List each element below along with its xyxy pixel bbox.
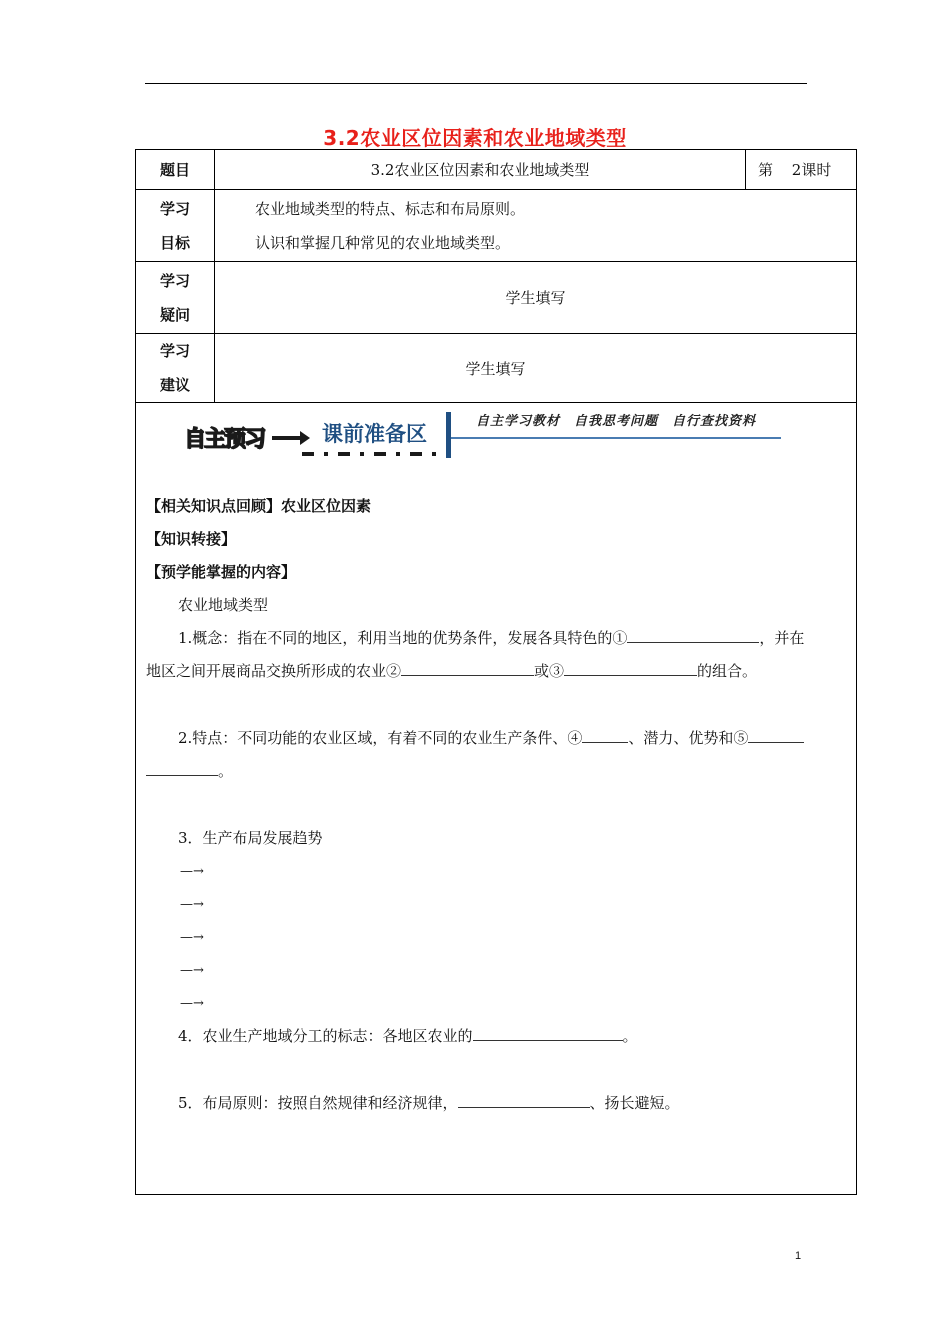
item-5-line (146, 1087, 848, 1120)
lesson-word: 第 (758, 161, 774, 179)
item-1-text: 1.概念：指在不同的地区，利用当地的优势条件，发展各具特色的① (178, 629, 628, 647)
topic-line: 农业地域类型 (178, 596, 269, 614)
item-4-text: 4．农业生产地域分工的标志：各地区农业的 (178, 1027, 473, 1045)
preview-content (146, 490, 848, 1120)
banner-dashes (302, 452, 444, 456)
lesson-value: 2课时 (791, 161, 832, 179)
review-heading: 【相关知识点回顾】农业区位因素 (146, 497, 372, 515)
banner-preview-text: 自主预习 (184, 427, 265, 452)
topic-label: 题目 (136, 150, 215, 190)
item-1-text: 地区之间开展商品交换所形成的农业② (146, 662, 402, 680)
preview-section (135, 402, 857, 1195)
item-1-text: 或③ (534, 662, 565, 680)
blank-5[interactable] (748, 726, 804, 743)
advice-label (136, 334, 215, 403)
advice-value[interactable]: 学生填写 (215, 334, 857, 403)
banner-mottos: 自主学习教材 自我思考问题 自行查找资料 (476, 414, 757, 429)
blank-5-continued[interactable] (146, 759, 218, 776)
objective-item: 农业地域类型的特点、标志和布局原则。 (255, 199, 526, 218)
advice-label-line: 建议 (159, 376, 190, 394)
preview-banner (184, 408, 784, 458)
spacer (146, 788, 848, 822)
objective-item: 认识和掌握几种常见的农业地域类型。 (255, 233, 511, 252)
item-4-line (146, 1020, 848, 1053)
advice-row (136, 334, 857, 403)
trend-arrow-5: —→ (180, 996, 204, 1011)
questions-label-line: 疑问 (159, 305, 190, 324)
blank-1[interactable] (627, 626, 759, 643)
item-1-text: 的组合。 (697, 662, 758, 680)
topic-value: 3.2农业区位因素和农业地域类型 (215, 150, 746, 190)
document-title: 3.2农业区位因素和农业地域类型 (323, 126, 627, 150)
item-1-line-1 (146, 622, 848, 655)
trend-arrow-1: —→ (180, 864, 204, 879)
lesson-info-table (135, 149, 857, 403)
item-2-text: 、潜力、优势和⑤ (628, 729, 749, 747)
item-1-line-2 (146, 655, 848, 688)
banner-arrow-icon (272, 436, 302, 440)
page-number: 1 (795, 1250, 802, 1262)
advice-label-line: 学习 (159, 342, 190, 360)
item-5-text: 5．布局原则：按照自然规律和经济规律， (178, 1094, 458, 1112)
item-4-text: 。 (622, 1027, 638, 1045)
preview-heading: 【预学能掌握的内容】 (146, 563, 297, 581)
header-rule (145, 83, 807, 84)
blank-6[interactable] (473, 1024, 623, 1041)
transfer-heading: 【知识转接】 (146, 530, 237, 548)
spacer (146, 1053, 848, 1087)
item-2-text: 2.特点：不同功能的农业区域，有着不同的农业生产条件、④ (178, 729, 583, 747)
objectives-label (136, 190, 215, 262)
banner-divider (446, 412, 451, 458)
questions-label (136, 262, 215, 334)
topic-row (136, 150, 857, 190)
objectives-label-line: 目标 (159, 233, 190, 252)
questions-value[interactable]: 学生填写 (215, 262, 857, 334)
item-1-text: ，并在 (759, 629, 805, 647)
blank-2[interactable] (401, 659, 534, 676)
objectives-cell (215, 190, 857, 262)
spacer (146, 688, 848, 722)
item-2-text: 。 (218, 762, 234, 780)
blank-3[interactable] (564, 659, 697, 676)
trend-arrow-4: —→ (180, 963, 204, 978)
trend-arrow-3: —→ (180, 930, 204, 945)
questions-row (136, 262, 857, 334)
objectives-row (136, 190, 857, 262)
item-2-line-2 (146, 755, 848, 788)
questions-label-line: 学习 (159, 271, 190, 290)
item-5-text: 、扬长避短。 (589, 1094, 680, 1112)
lesson-cell (746, 150, 857, 190)
blank-4[interactable] (582, 726, 628, 743)
objectives-label-line: 学习 (159, 199, 190, 218)
blank-7[interactable] (458, 1091, 590, 1108)
item-3-heading: 3．生产布局发展趋势 (178, 829, 323, 847)
banner-zone-text: 课前准备区 (322, 422, 427, 446)
banner-line (451, 437, 781, 439)
item-2-line-1 (146, 722, 848, 755)
trend-arrow-2: —→ (180, 897, 204, 912)
